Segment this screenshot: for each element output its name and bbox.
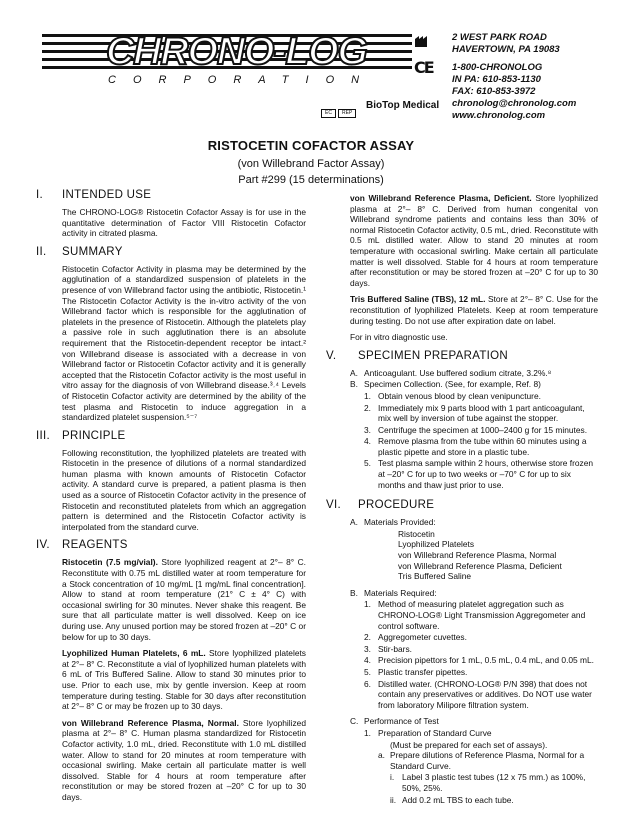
reagent-name: von Willebrand Reference Plasma, Deficient. bbox=[350, 193, 532, 203]
section-heading bbox=[36, 190, 306, 204]
list-item: 4. Remove plasma from the tube within 60 minutes using a plastic pipette and store in a plastic tube. bbox=[364, 436, 587, 457]
section-heading bbox=[326, 349, 598, 365]
section-number: VI. bbox=[326, 499, 341, 512]
list-item: a. Prepare dilutions of Reference Plasma, Normal for a Standard Curve. bbox=[378, 750, 585, 771]
list-item: 2. Immediately mix 9 parts blood with 1 part anticoagulant, mix well by inversion of tube against the stopper. bbox=[364, 402, 585, 424]
ec-rep-mark bbox=[321, 101, 358, 119]
reagent-tbs bbox=[350, 294, 598, 326]
left-column bbox=[36, 190, 306, 811]
reagent-ristocetin bbox=[62, 557, 306, 642]
section-number: V. bbox=[326, 349, 337, 362]
reagent-text: Store lyophilized plasma at 2°– 8° C. Human plasma standardized for Ristocetin Cofactor activity, 1.0 mL, dried. Reconstitute with 1.0 mL distilled water. Allow to stand for 20 minutes at room temperature with occasional swirling. Make certain all particulate matter is well dissolved. Stable for 4 hours at room temperature after reconstitution or may be stored frozen at –20° C for up to 30 days. bbox=[62, 717, 306, 802]
section-label: PRINCIPLE bbox=[62, 429, 126, 442]
section-number: II. bbox=[36, 245, 47, 258]
list-item: 1. Method of measuring platelet aggregation such as CHRONO-LOG® Light Transmission Aggregometer and control software. bbox=[364, 599, 586, 631]
website-link[interactable]: www.chronolog.com bbox=[452, 110, 546, 121]
phone-pa: IN PA: 610-853-1130 bbox=[452, 74, 541, 85]
section-number: IV. bbox=[36, 539, 50, 552]
header bbox=[0, 0, 622, 120]
reagent-text: Store at 2°– 8° C. Use for the reconstitution of lyophilized Platelets. Keep at room temperature during testing. Do not use after expiration date on label. bbox=[350, 294, 598, 326]
address-line-1: 2 WEST PARK ROAD bbox=[452, 32, 547, 43]
ce-mark: CE bbox=[414, 58, 433, 77]
list-item: 1. Obtain venous blood by clean venipuncture. bbox=[364, 390, 541, 401]
rep-label: REP bbox=[338, 109, 356, 118]
list-item: A. Anticoagulant. Use buffered sodium citrate, 3.2%.⁸ bbox=[350, 367, 552, 378]
provided-item: von Willebrand Reference Plasma, Normal bbox=[398, 550, 557, 561]
provided-item: Tris Buffered Saline bbox=[398, 571, 472, 582]
reagent-plasma-normal bbox=[62, 718, 306, 803]
list-item: 3. Centrifuge the specimen at 1000–2400 g for 15 minutes. bbox=[364, 424, 588, 435]
list-item: C. Performance of Test bbox=[350, 716, 439, 727]
section-number: I. bbox=[36, 189, 43, 201]
reagent-name: Ristocetin (7.5 mg/vial). bbox=[62, 557, 158, 568]
list-item: i. Label 3 plastic test tubes (12 x 75 mm.) as 100%, 50%, 25%. bbox=[390, 772, 586, 793]
section-label: SUMMARY bbox=[62, 245, 123, 258]
reagent-platelets bbox=[62, 648, 306, 712]
paragraph: Following reconstitution, the lyophilized platelets are treated with Ristocetin in the presence of dilutions of a normal standardized human plasma with known amounts of Ristocetin Cofactor activity. A standard curve is prepared, a patient plasma is then used as a source of Ristocetin Cofactor activity in the presence of Ristocetin and reconstituted platelets from which an aggregation pattern is determined and the Ristocetin Cofactor activity is interpolated from the standard curve. bbox=[62, 447, 306, 532]
part-number: Part #299 (15 determinations) bbox=[238, 174, 384, 186]
section-heading bbox=[36, 540, 306, 554]
section-heading bbox=[36, 247, 306, 261]
list-item: 4. Precision pipettors for 1 mL, 0.5 mL, 0.4 mL, and 0.05 mL. bbox=[364, 655, 594, 666]
section-label: SPECIMEN PREPARATION bbox=[358, 349, 508, 362]
right-column bbox=[326, 193, 599, 813]
provided-item: Ristocetin bbox=[398, 528, 435, 539]
section-reagents bbox=[36, 540, 306, 802]
list-item: B. Materials Required: bbox=[350, 587, 437, 598]
note: (Must be prepared for each set of assays). bbox=[390, 739, 548, 750]
section-summary bbox=[36, 247, 306, 423]
ec-label: EC bbox=[321, 109, 336, 118]
specimen-list bbox=[350, 368, 598, 491]
reagent-text: Store lyophilized plasma at 2°– 8° C. Derived from human congenital von Willebrand syndrome patients and contains less than 30% of normal Ristocetin Cofactor activity, 0.5 mL, dried. Reconstitute with 0.5 mL distilled water. Allow to stand 20 minutes at room temperature with occasional swirling. Make certain all particulate matter is well dissolved. Stable for 4 hours at room temperature after reconstitution or may be stored frozen at –20° C for up to 30 days. bbox=[350, 193, 599, 288]
list-item: 1. Preparation of Standard Curve bbox=[364, 727, 492, 738]
fax: FAX: 610-853-3972 bbox=[452, 86, 536, 97]
logo-text: CHRONO-LOG bbox=[106, 30, 367, 73]
corporation-text: CORPORATION bbox=[108, 74, 377, 86]
ivd-note: For in vitro diagnostic use. bbox=[350, 332, 448, 343]
biotop-medical: BioTop Medical bbox=[366, 100, 440, 111]
document-title: RISTOCETIN COFACTOR ASSAY bbox=[207, 138, 415, 153]
list-item: 5. Test plasma sample within 2 hours, otherwise store frozen at –20° C for up to two weeks or –70° C for up to six months and thaw just prior to use. bbox=[364, 458, 594, 490]
phone: 1-800-CHRONOLOG bbox=[452, 62, 543, 73]
reagent-name: von Willebrand Reference Plasma, Normal. bbox=[62, 717, 239, 728]
list-item: 5. Plastic transfer pipettes. bbox=[364, 666, 468, 677]
reagent-name: Tris Buffered Saline (TBS), 12 mL. bbox=[350, 294, 486, 305]
manufacturer-icon bbox=[414, 34, 430, 53]
section-procedure bbox=[326, 499, 598, 805]
address-line-2: HAVERTOWN, PA 19083 bbox=[452, 44, 560, 55]
list-item: B. Specimen Collection. (See, for example, Ref. 8) bbox=[350, 379, 541, 390]
email-link[interactable]: chronolog@chronolog.com bbox=[452, 98, 577, 109]
procedure-list bbox=[350, 517, 598, 805]
list-item: A. Materials Provided: bbox=[350, 517, 436, 528]
section-label: REAGENTS bbox=[62, 539, 128, 552]
list-item: ii. Add 0.2 mL TBS to each tube. bbox=[390, 794, 514, 805]
contact-info bbox=[452, 32, 576, 122]
section-intended-use bbox=[36, 190, 306, 239]
provided-item: von Willebrand Reference Plasma, Deficient bbox=[398, 560, 562, 571]
section-specimen bbox=[326, 349, 598, 491]
paragraph: The CHRONO-LOG® Ristocetin Cofactor Assay is for use in the quantitative determination of Factor VIII Ristocetin Cofactor activity in citrated plasma. bbox=[62, 207, 306, 239]
reagent-plasma-deficient bbox=[350, 193, 598, 288]
provided-item: Lyophilized Platelets bbox=[398, 539, 475, 550]
section-number: III. bbox=[36, 429, 50, 442]
list-item: 6. Distilled water. (CHRONO-LOG® P/N 398) that does not contain any preservatives or additives. Do NOT use water from laboratory Milipore filtration system. bbox=[364, 678, 592, 710]
section-heading bbox=[36, 431, 306, 445]
section-label: INTENDED USE bbox=[62, 189, 152, 201]
section-heading bbox=[326, 499, 598, 514]
reagent-text: Store lyophilized reagent at 2°– 8° C. Reconstitute with 0.75 mL distilled water at room temperature for a Stock concentration of 10 mg/mL [1 mg/mL final concentration]. Allow to stand at room temperature (21° C ± 4° C) with occasional swirling for 30 minutes. Never shake this reagent. Be sure that all particulate matter is well dissolved. Keep on ice during use. Any unused portion may be stored frozen at –20° C or below for up to 30 days. bbox=[62, 557, 306, 642]
reagent-name: Lyophilized Human Platelets, 6 mL. bbox=[62, 648, 206, 659]
document-subtitle: (von Willebrand Factor Assay) bbox=[237, 158, 385, 170]
section-principle bbox=[36, 431, 306, 533]
list-item: 3. Stir-bars. bbox=[364, 643, 412, 654]
list-item: 2. Aggregometer cuvettes. bbox=[364, 632, 467, 643]
document-title-block bbox=[0, 138, 622, 186]
paragraph: Ristocetin Cofactor Activity in plasma may be determined by the agglutination of a standardized suspension of platelets in the presence of von Willebrand factor using the antibiotic, Ristocetin.¹ The Ristocetin Cofactor Activity is the in-vitro activity of the von Willebrand factor which is responsible for the agglutination of platelets in the presence of Ristocetin. Although the platelets play a passive role in such agglutination there is an absolute requirement that the Ristocetin-dependent receptor be intact.² von Willebrand disease is associated with a decrease in von Willebrand factor or Ristocetin Cofactor activity and it is generally accepted that the Ristocetin Cofactor activity is the most useful in vitro assay for the diagnosis of von Willebrand disease.³˒⁴ Levels of Ristocetin Cofactor activity are determined by the ability of the test plasma and Ristocetin to induce aggregation in a standardized platelet suspension.⁵⁻⁷ bbox=[62, 263, 306, 423]
section-label: PROCEDURE bbox=[358, 499, 435, 512]
reagent-text: Store lyophilized platelets at 2°– 8° C. Reconstitute a vial of lyophilized human platelets with 6 mL of Tris Buffered Saline. Allow to stand 30 minutes prior to use. Prior to each use, mix by gentle inversion. Keep at room temperature during testing. Stable for 30 days after reconstitution at 2°– 8° C or may be frozen up to 30 days. bbox=[62, 648, 306, 712]
